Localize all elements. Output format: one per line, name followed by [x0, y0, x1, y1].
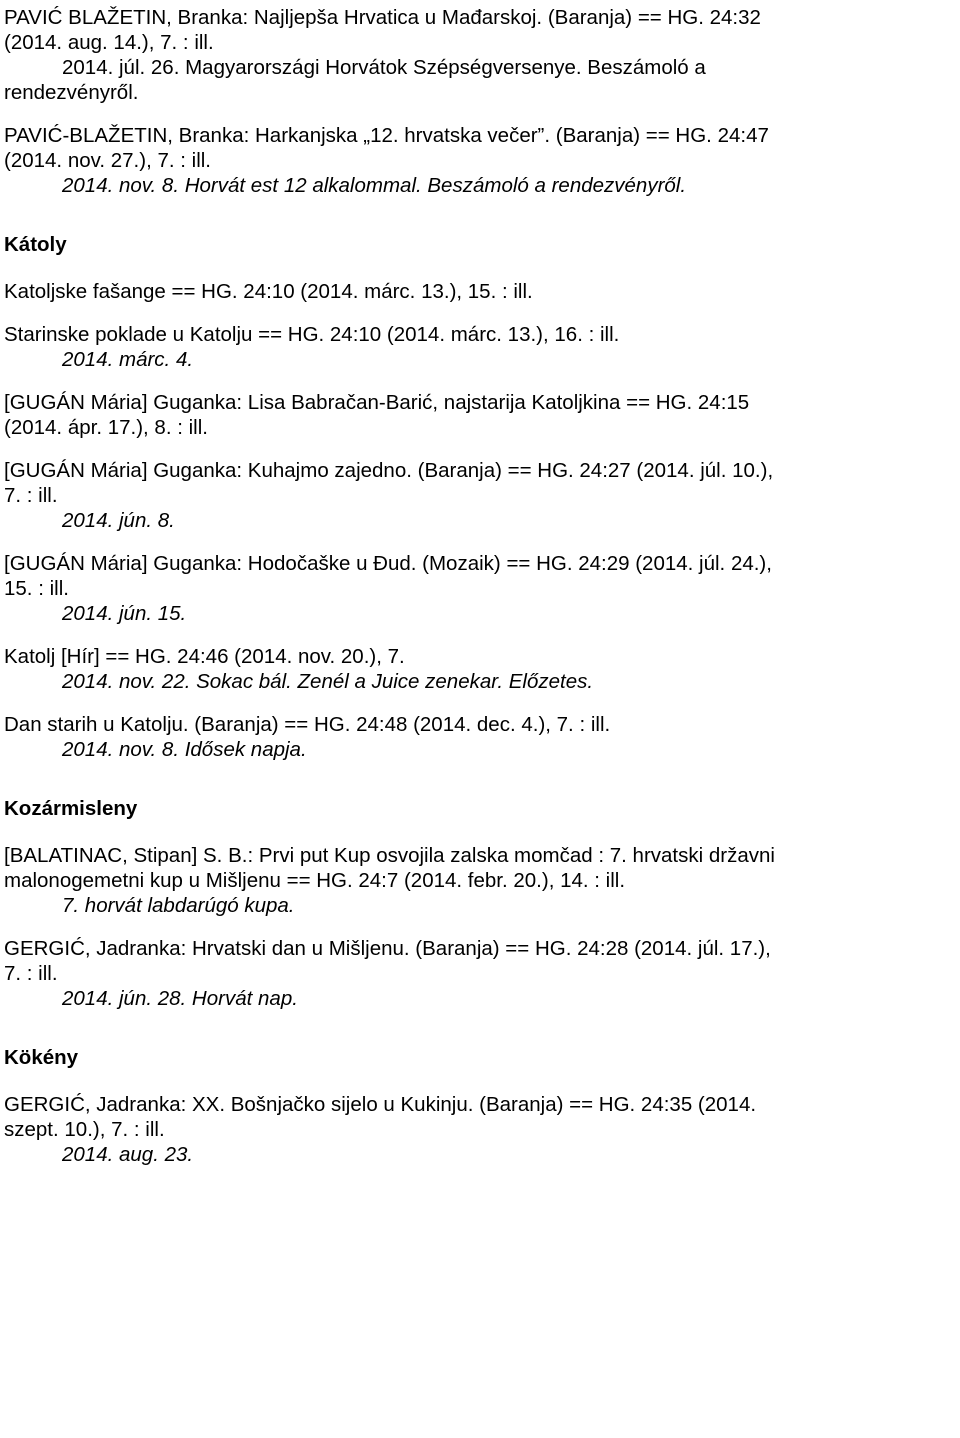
bibliography-entry [4, 123, 954, 198]
entry-citation-line: Katoljske fašange == HG. 24:10 (2014. márc. 13.), 15. : ill. [4, 280, 533, 303]
bibliography-entry [4, 5, 954, 105]
entry-citation-line: [GUGÁN Mária] Guganka: Kuhajmo zajedno. (Baranja) == HG. 24:27 (2014. júl. 10.), [4, 459, 774, 482]
entry-annotation-line: 2014. júl. 26. Magyarországi Horvátok Szépségversenye. Beszámoló a [62, 56, 706, 79]
bibliography-entry [4, 551, 954, 626]
entry-citation-line: GERGIĆ, Jadranka: XX. Bošnjačko sijelo u Kukinju. (Baranja) == HG. 24:35 (2014. [4, 1093, 757, 1116]
entry-citation-line: 7. : ill. [4, 962, 58, 985]
entry-citation-line: (2014. ápr. 17.), 8. : ill. [4, 416, 208, 439]
entry-citation-line: GERGIĆ, Jadranka: Hrvatski dan u Mišljenu. (Baranja) == HG. 24:28 (2014. júl. 17.), [4, 937, 771, 960]
bibliography-entry [4, 458, 954, 533]
entry-annotation-line: 2014. nov. 8. Horvát est 12 alkalommal. Beszámoló a rendezvényről. [62, 174, 687, 197]
entry-citation-line: Katolj [Hír] == HG. 24:46 (2014. nov. 20.), 7. [4, 645, 405, 668]
entry-annotation-line: 7. horvát labdarúgó kupa. [62, 894, 295, 917]
entry-citation-line: 7. : ill. [4, 484, 58, 507]
entry-citation-line: malonogemetni kup u Mišljenu == HG. 24:7 (2014. febr. 20.), 14. : ill. [4, 869, 626, 892]
section-heading: Kozármisleny [4, 797, 138, 820]
entry-annotation-line: 2014. jún. 28. Horvát nap. [62, 987, 298, 1010]
entry-citation-line: rendezvényről. [4, 81, 139, 104]
entry-citation-line: [GUGÁN Mária] Guganka: Hodočaške u Đud. (Mozaik) == HG. 24:29 (2014. júl. 24.), [4, 552, 772, 575]
entry-annotation-line: 2014. jún. 15. [62, 602, 187, 625]
bibliography-entry [4, 279, 954, 304]
entry-citation-line: Dan starih u Katolju. (Baranja) == HG. 24:48 (2014. dec. 4.), 7. : ill. [4, 713, 611, 736]
entry-citation-line: Starinske poklade u Katolju == HG. 24:10 (2014. márc. 13.), 16. : ill. [4, 323, 620, 346]
bibliography-entry [4, 936, 954, 1011]
entry-annotation-line: 2014. nov. 8. Idősek napja. [62, 738, 307, 761]
bibliography-entry [4, 644, 954, 694]
bibliography-entry [4, 390, 954, 440]
entry-citation-line: [BALATINAC, Stipan] S. B.: Prvi put Kup osvojila zalska momčad : 7. hrvatski državni [4, 844, 775, 867]
entry-citation-line: szept. 10.), 7. : ill. [4, 1118, 165, 1141]
entry-annotation-line: 2014. nov. 22. Sokac bál. Zenél a Juice zenekar. Előzetes. [62, 670, 594, 693]
bibliography-entry [4, 1092, 954, 1167]
entry-annotation-line: 2014. márc. 4. [62, 348, 194, 371]
bibliography-entry [4, 843, 954, 918]
bibliography-entry [4, 322, 954, 372]
bibliography-entry [4, 712, 954, 762]
entry-citation-line: (2014. nov. 27.), 7. : ill. [4, 149, 212, 172]
entry-annotation-line: 2014. jún. 8. [62, 509, 175, 532]
entry-citation-line: [GUGÁN Mária] Guganka: Lisa Babračan-Barić, najstarija Katoljkina == HG. 24:15 [4, 391, 750, 414]
entry-citation-line: 15. : ill. [4, 577, 69, 600]
entry-annotation-line: 2014. aug. 23. [62, 1143, 194, 1166]
bibliography-page [4, 5, 954, 1185]
entry-citation-line: (2014. aug. 14.), 7. : ill. [4, 31, 214, 54]
entry-citation-line: PAVIĆ-BLAŽETIN, Branka: Harkanjska „12. hrvatska večer”. (Baranja) == HG. 24:47 [4, 124, 769, 147]
entry-citation-line: PAVIĆ BLAŽETIN, Branka: Najljepša Hrvatica u Mađarskoj. (Baranja) == HG. 24:32 [4, 6, 761, 29]
section-heading: Kátoly [4, 233, 67, 256]
section-heading: Kökény [4, 1046, 79, 1069]
